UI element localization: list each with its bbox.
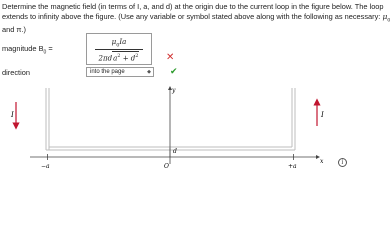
current-loop-figure [0,80,350,176]
magnitude-answer-input[interactable] [86,33,152,65]
left-current-label: I [11,111,14,119]
question-line-2 [2,12,390,25]
answer-denominator [87,51,151,62]
neg-a-label: −a [41,163,50,170]
mu-zero-symbol [382,12,390,24]
fraction-bar [95,49,143,50]
incorrect-icon: ✕ [166,52,175,63]
magnitude-equals: = [46,44,53,53]
answer-fraction [87,37,151,62]
right-current-label: I [321,111,324,119]
magnitude-label [2,44,53,57]
dropdown-icon: ◆ [147,69,151,75]
root-tail: + d [120,54,136,63]
numerator-mu: μ [111,38,117,46]
pos-a-label: +a [288,163,297,170]
direction-label: direction [2,68,30,77]
numerator-rest: Ia [119,38,127,46]
direction-select[interactable] [86,67,154,77]
denominator-lead: 2πd [98,54,113,63]
magnitude-label-text: magnitude B [2,44,44,53]
correct-icon: ✔ [170,66,178,76]
question-line-2-text: extends to infinity above the figure. (Use any variable or symbol stated above along with the following as necessary: [2,12,381,21]
question-line-3: and π.) [2,25,26,35]
root-a: a [113,54,118,63]
origin-label: O [164,163,169,170]
mu-subscript: 0 [387,17,390,24]
sqrt-expression [112,51,139,63]
numerator-mu-sub: 0 [116,42,120,49]
x-axis-label: x [320,158,324,165]
d-label: d [173,148,177,155]
info-icon[interactable]: i [338,158,347,167]
question-line-1: Determine the magnetic field (in terms of I, a, and d) at the origin due to the current loop in the figure below. The loop [2,2,384,11]
question-text [2,2,390,35]
magnitude-label-sub: 0 [43,49,47,56]
y-axis-label: y [172,87,176,94]
answer-numerator [87,37,151,48]
direction-selected-value: into the page [90,69,125,75]
root-a-power: 2 [117,53,121,59]
mu-symbol: μ [382,12,388,21]
root-d-power: 2 [135,53,139,59]
